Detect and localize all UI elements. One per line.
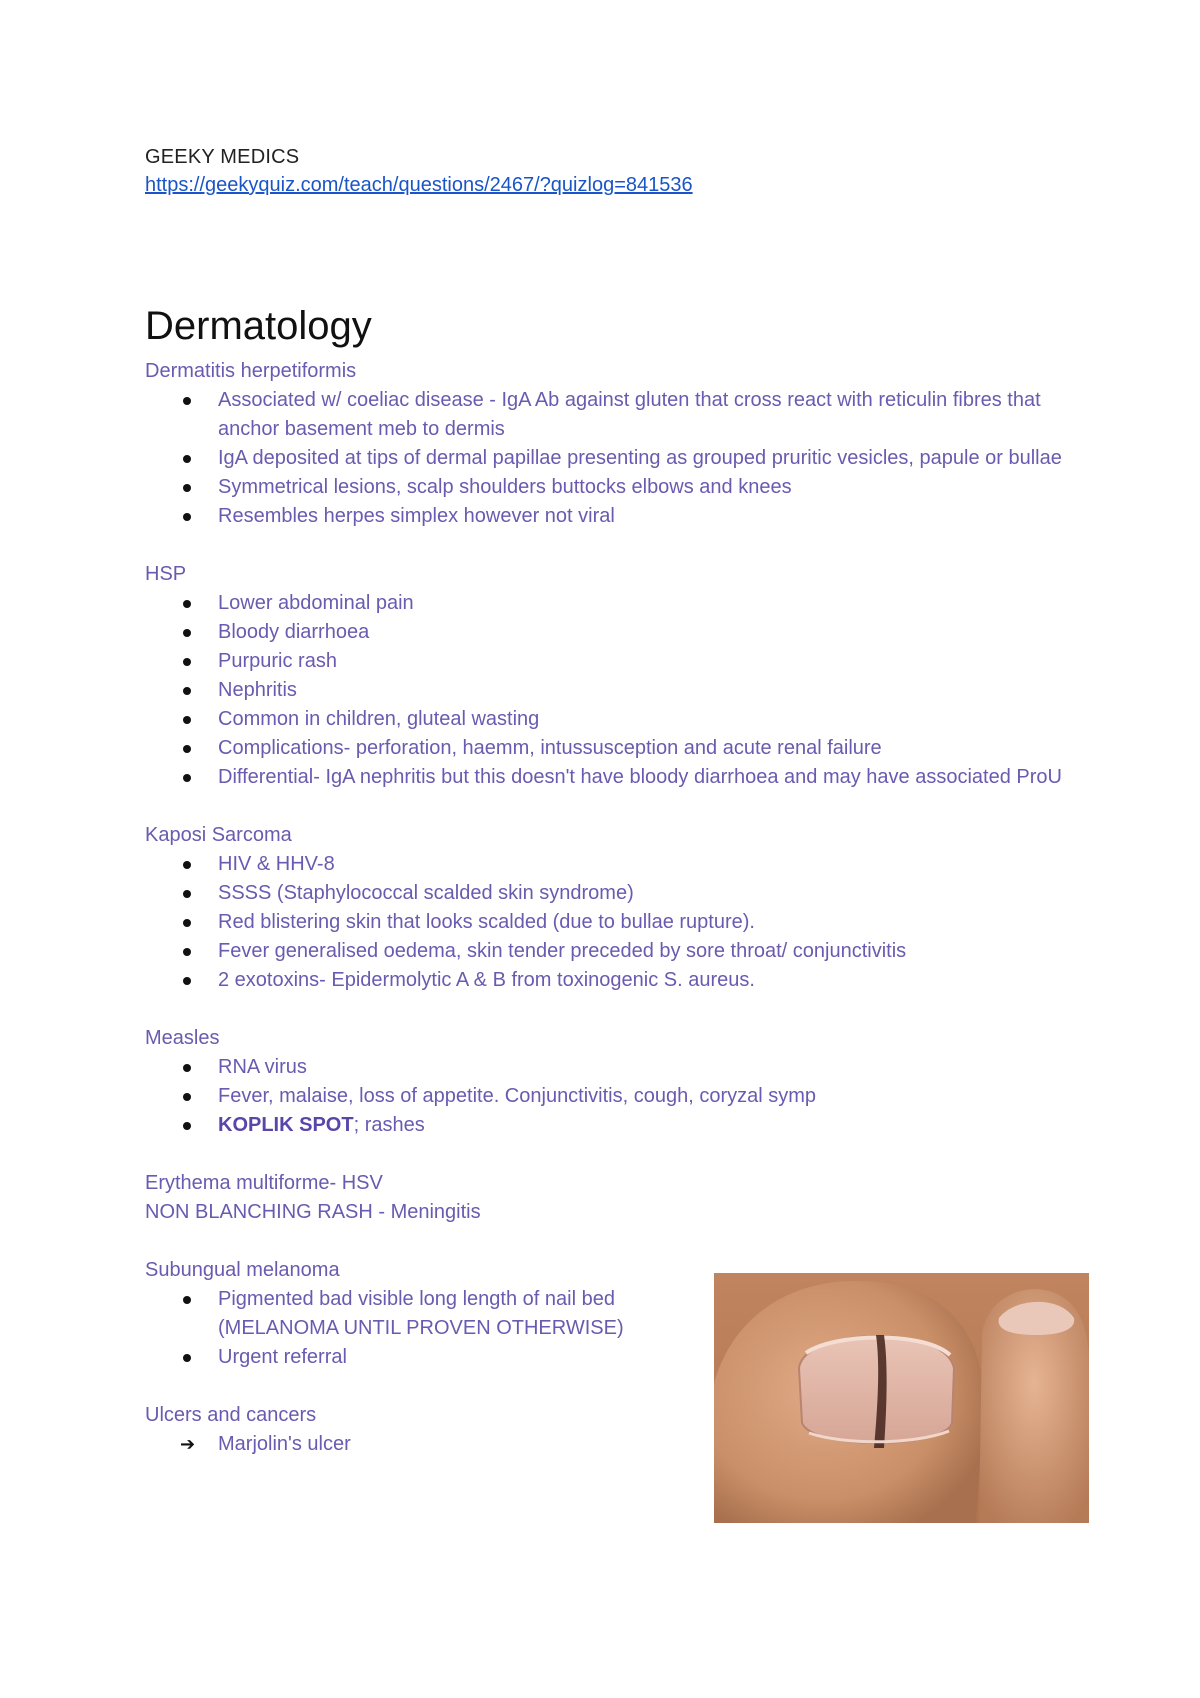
section-measles <box>145 1024 1085 1140</box>
bullet-icon <box>183 687 191 695</box>
bullet-icon <box>183 1296 191 1304</box>
koplik-spot-bold: KOPLIK SPOT <box>218 1114 354 1136</box>
list-item: Fever, malaise, loss of appetite. Conjunctivitis, cough, coryzal symp <box>145 1082 1085 1111</box>
section-kaposi-sarcoma <box>145 821 1085 995</box>
list-item: Pigmented bad visible long length of nail bed (MELANOMA UNTIL PROVEN OTHERWISE) <box>145 1285 688 1343</box>
list-item: Urgent referral <box>145 1343 688 1372</box>
bullet-icon <box>183 1354 191 1362</box>
section-title: Ulcers and cancers <box>145 1404 317 1426</box>
bullet-icon <box>183 484 191 492</box>
bullet-icon <box>183 629 191 637</box>
toenail-illustration <box>714 1273 1089 1523</box>
bullet-icon <box>183 1093 191 1101</box>
bullet-icon <box>183 977 191 985</box>
section-dermatitis-herpetiformis <box>145 357 1085 531</box>
section-title: Subungual melanoma <box>145 1259 340 1281</box>
list-item: 2 exotoxins- Epidermolytic A & B from toxinogenic S. aureus. <box>145 966 1085 995</box>
list-item: SSSS (Staphylococcal scalded skin syndrome) <box>145 879 1085 908</box>
list-item: Associated w/ coeliac disease - IgA Ab against gluten that cross react with reticulin fibres that anchor basement meb to dermis <box>145 386 1085 444</box>
section-title: Dermatitis herpetiformis <box>145 360 357 382</box>
list-item: Symmetrical lesions, scalp shoulders buttocks elbows and knees <box>145 473 1085 502</box>
list-item: Common in children, gluteal wasting <box>145 705 1085 734</box>
section-hsp <box>145 560 1085 792</box>
bullet-icon <box>183 455 191 463</box>
bullet-list <box>145 850 1085 995</box>
section-title: NON BLANCHING RASH - Meningitis <box>145 1201 481 1223</box>
list-item: Bloody diarrhoea <box>145 618 1085 647</box>
list-item: Purpuric rash <box>145 647 1085 676</box>
list-item: Differential- IgA nephritis but this doesn't have bloody diarrhoea and may have associated ProU <box>145 763 1085 792</box>
bullet-icon <box>183 397 191 405</box>
list-item: Complications- perforation, haemm, intussusception and acute renal failure <box>145 734 1085 763</box>
quiz-link[interactable]: https://geekyquiz.com/teach/questions/2467/?quizlog=841536 <box>145 174 693 196</box>
list-item: Nephritis <box>145 676 1085 705</box>
list-item: Resembles herpes simplex however not viral <box>145 502 1085 531</box>
bullet-list <box>145 1053 1085 1140</box>
bullet-icon <box>183 600 191 608</box>
document-page <box>145 145 1085 1455</box>
arrow-icon: ➔ <box>180 1434 196 1455</box>
list-item: Fever generalised oedema, skin tender preceded by sore throat/ conjunctivitis <box>145 937 1085 966</box>
list-item: KOPLIK SPOT; rashes <box>145 1111 1085 1140</box>
section-title: Erythema multiforme- HSV <box>145 1172 383 1194</box>
bullet-icon <box>183 658 191 666</box>
bullet-icon <box>183 716 191 724</box>
header-title: GEEKY MEDICS <box>145 146 300 168</box>
list-item: Red blistering skin that looks scalded (due to bullae rupture). <box>145 908 1085 937</box>
bullet-icon <box>183 948 191 956</box>
section-title: HSP <box>145 563 187 585</box>
bullet-list <box>145 386 1085 531</box>
list-item: RNA virus <box>145 1053 1085 1082</box>
list-item: HIV & HHV-8 <box>145 850 1085 879</box>
bullet-icon <box>183 890 191 898</box>
section-erythema-multiforme <box>145 1169 1085 1227</box>
bullet-icon <box>183 1064 191 1072</box>
toenail-photo <box>714 1273 1089 1523</box>
bullet-icon <box>183 919 191 927</box>
section-title: Kaposi Sarcoma <box>145 824 292 846</box>
bullet-icon <box>183 513 191 521</box>
list-item: IgA deposited at tips of dermal papillae presenting as grouped pruritic vesicles, papule or bullae <box>145 444 1085 473</box>
section-title: Measles <box>145 1027 220 1049</box>
bullet-icon <box>183 1122 191 1130</box>
bullet-icon <box>183 774 191 782</box>
list-item: ➔ Marjolin's ulcer <box>145 1430 1085 1459</box>
bullet-list <box>145 589 1085 792</box>
list-item: Lower abdominal pain <box>145 589 1085 618</box>
page-title: Dermatology <box>145 304 372 348</box>
bullet-icon <box>183 745 191 753</box>
bullet-icon <box>183 861 191 869</box>
